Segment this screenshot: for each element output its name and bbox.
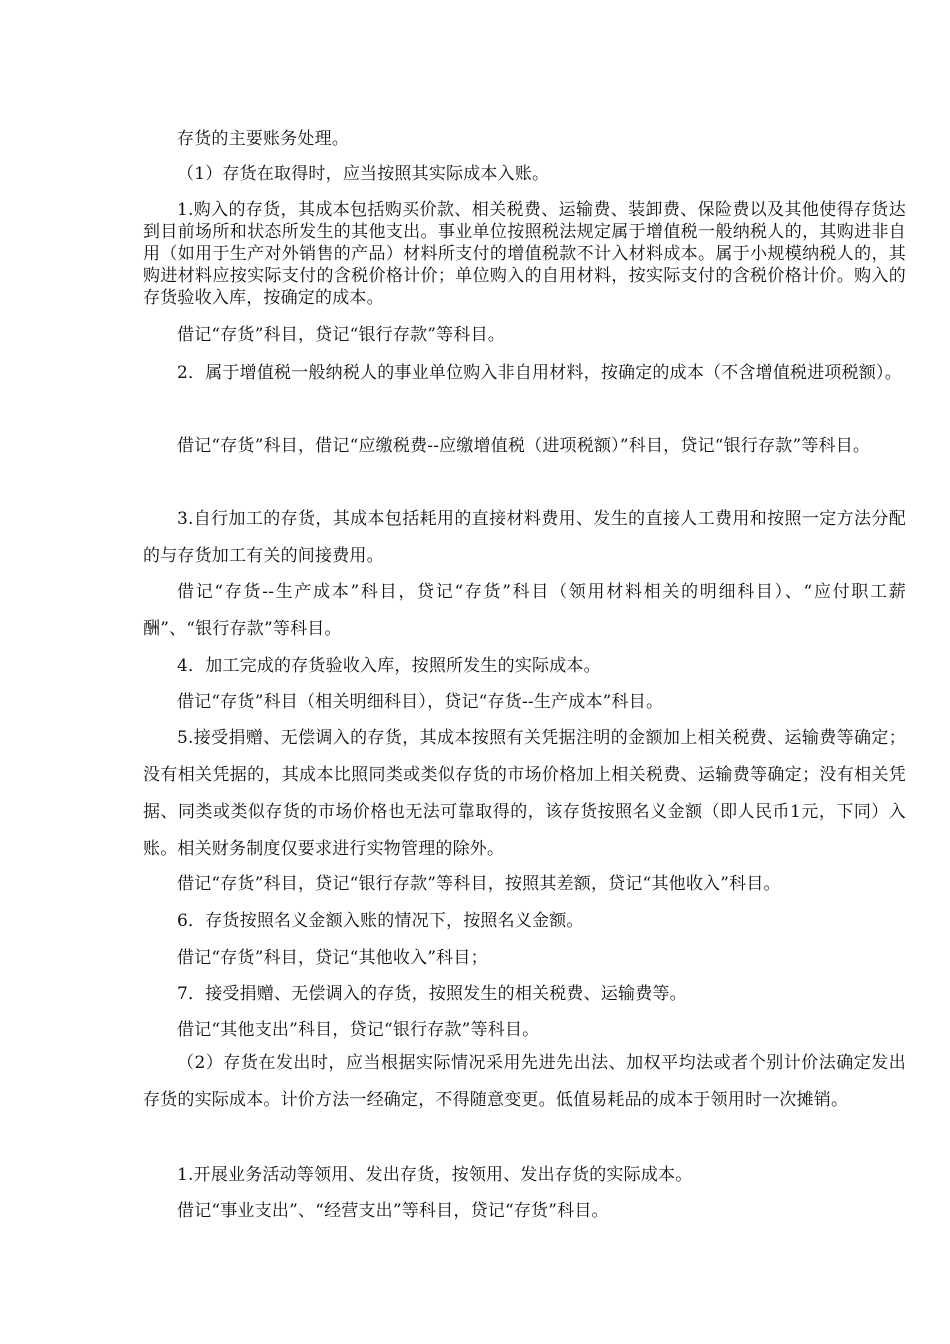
paragraph-item-2: 2．属于增值税一般纳税人的事业单位购入非自用材料，按确定的成本（不含增值税进项税额）。 [177, 363, 902, 383]
paragraph-item-7: 7．接受捐赠、无偿调入的存货，按照发生的相关税费、运输费等。 [177, 984, 687, 1004]
paragraph-entry-4: 借记“存货”科目（相关明细科目），贷记“存货--生产成本”科目。 [177, 692, 664, 712]
paragraph-section-2: （2）存货在发出时，应当根据实际情况采用先进先出法、加权平均法或者个别计价法确定发出存货的实际成本。计价方法一经确定，不得随意变更。低值易耗品的成本于领用时一次摊销。 [143, 1053, 906, 1110]
paragraph-item-6: 6．存货按照名义金额入账的情况下，按照名义金额。 [177, 911, 584, 931]
paragraph-outgoing-item-1: 1.开展业务活动等领用、发出存货，按领用、发出存货的实际成本。 [177, 1165, 693, 1185]
paragraph-outgoing-entry-1: 借记“事业支出”、“经营支出”等科目，贷记“存货”科目。 [177, 1201, 609, 1221]
paragraph-section-1: （1）存货在取得时，应当按照其实际成本入账。 [177, 164, 550, 184]
paragraph-item-3: 3.自行加工的存货，其成本包括耗用的直接材料费用、发生的直接人工费用和按照一定方法分配的与存货加工有关的间接费用。 [143, 509, 906, 566]
paragraph-item-4: 4．加工完成的存货验收入库，按照所发生的实际成本。 [177, 656, 601, 676]
paragraph-entry-3: 借记“存货--生产成本”科目，贷记“存货”科目（领用材料相关的明细科目）、“应付职工薪酬”、“银行存款”等科目。 [143, 582, 906, 639]
paragraph-entry-1: 借记“存货”科目，贷记“银行存款”等科目。 [177, 325, 505, 345]
paragraph-entry-5: 借记“存货”科目，贷记“银行存款”等科目，按照其差额，贷记“其他收入”科目。 [177, 874, 781, 894]
paragraph-entry-6: 借记“存货”科目，贷记“其他收入”科目； [177, 948, 488, 968]
paragraph-entry-2: 借记“存货”科目，借记“应缴税费--应缴增值税（进项税额）”科目，贷记“银行存款”等科目。 [177, 436, 871, 456]
paragraph-intro: 存货的主要账务处理。 [177, 129, 349, 149]
paragraph-item-5: 5.接受捐赠、无偿调入的存货，其成本按照有关凭据注明的金额加上相关税费、运输费等确定；没有相关凭据的，其成本比照同类或类似存货的市场价格加上相关税费、运输费等确定；没有相关凭据、同类或类似存货的市场价格也无法可靠取得的，该存货按照名义金额（即人民币1元，下同）入账。相关财务制度仅要求进行实物管理的除外。 [143, 728, 906, 859]
paragraph-item-1: 1.购入的存货，其成本包括购买价款、相关税费、运输费、装卸费、保险费以及其他使得存货达到目前场所和状态所发生的其他支出。事业单位按照税法规定属于增值税一般纳税人的，其购进非自用（如用于生产对外销售的产品）材料所支付的增值税款不计入材料成本。属于小规模纳税人的，其购进材料应按实际支付的含税价格计价；单位购入的自用材料，按实际支付的含税价格计价。购入的存货验收入库，按确定的成本。 [143, 200, 906, 308]
paragraph-entry-7: 借记“其他支出”科目，贷记“银行存款”等科目。 [177, 1020, 540, 1040]
